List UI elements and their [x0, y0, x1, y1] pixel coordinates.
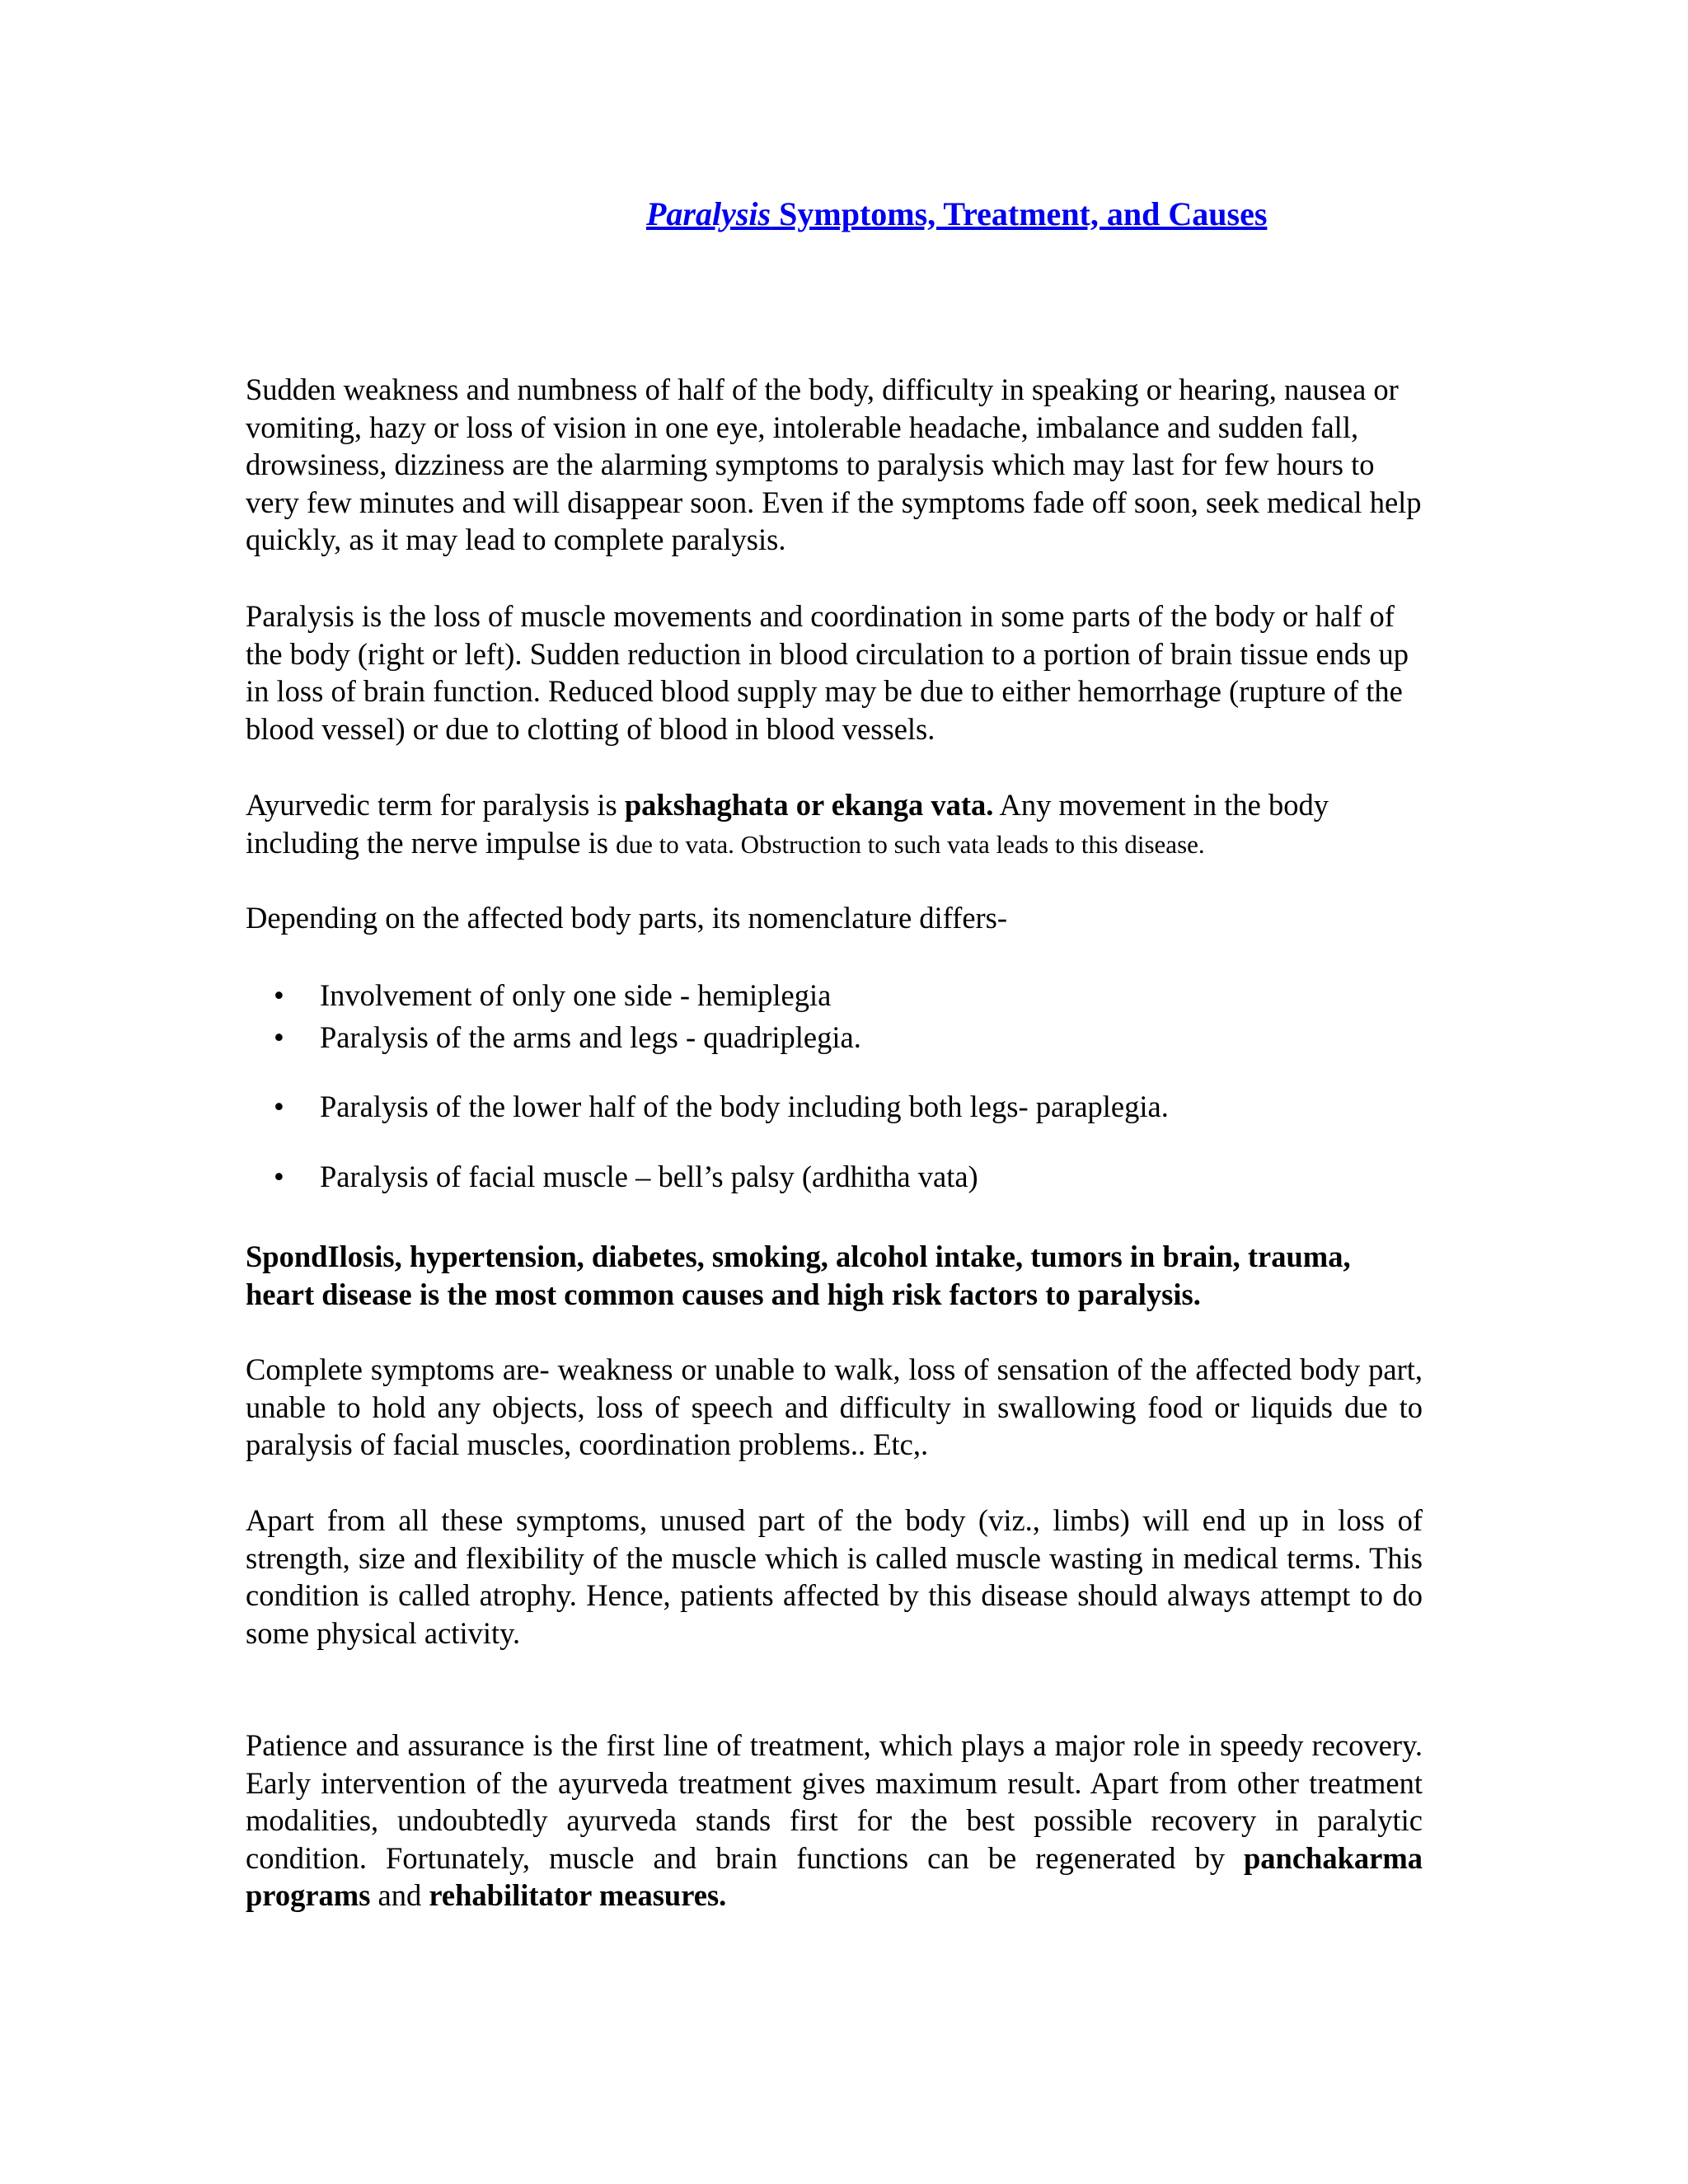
paragraph-nomenclature-intro: Depending on the affected body parts, its nomenclature differs- — [246, 901, 1008, 935]
page-title-rest[interactable]: Symptoms, Treatment, and Causes — [771, 195, 1268, 232]
bullet-icon: • — [274, 1090, 284, 1123]
treatment-bold-rehabilitator: rehabilitator measures. — [429, 1878, 727, 1913]
treatment-text: Patience and assurance is the first line of treatment, which plays a major role in speedy recovery. Early intervention of the ayurveda treatment gives maximum result. Apart from other treatment modalities, undoubtedly ayurveda stands first for the best possible recovery in paralytic condition. Fortunately, muscle and brain functions can be regenerated by — [246, 1728, 1423, 1875]
causes-bold-text: SpondIlosis, hypertension, diabetes, smoking, alcohol intake, tumors in brain, trauma, heart disease is the most common causes and high risk factors to paralysis. — [246, 1240, 1351, 1311]
paragraph-causes — [246, 1238, 1423, 1313]
ayurvedic-term-prefix: Ayurvedic term for paralysis is — [246, 788, 625, 822]
list-item-text: Paralysis of facial muscle – bell’s palsy (ardhitha vata) — [320, 1160, 978, 1193]
list-item-text: Paralysis of the lower half of the body including both legs- paraplegia. — [320, 1090, 1169, 1123]
bullet-icon: • — [274, 1020, 284, 1054]
bullet-icon: • — [274, 978, 284, 1012]
paragraph-ayurvedic-term — [246, 786, 1423, 863]
list-item-text: Involvement of only one side - hemiplegia — [320, 978, 832, 1012]
bullet-icon: • — [274, 1160, 284, 1193]
ayurvedic-term-small: due to vata. Obstruction to such vata leads to this disease. — [616, 829, 1205, 859]
paragraph-treatment — [246, 1727, 1423, 1915]
paragraph-warning-symptoms: Sudden weakness and numbness of half of the body, difficulty in speaking or hearing, nausea or vomiting, hazy or loss of vision in one eye, intolerable headache, imbalance and sudden fall, drowsiness, dizziness are the alarming symptoms to paralysis which may last for few hours to very few minutes and will disappear soon. Even if the symptoms fade off soon, seek medical help quickly, as it may lead to complete paralysis. — [246, 373, 1422, 557]
ayurvedic-term-bold: pakshaghata or ekanga vata. — [624, 788, 994, 822]
treatment-bold-panchakarma: panchakarma programs — [246, 1840, 1423, 1913]
treatment-and: and — [370, 1878, 429, 1913]
paragraph-complete-symptoms: Complete symptoms are- weakness or unable to walk, loss of sensation of the affected body part, unable to hold any objects, loss of speech and difficulty in swallowing food or liquids due to paralysis of facial muscles, coordination problems.. Etc,. — [246, 1352, 1423, 1462]
page-title[interactable] — [646, 196, 1267, 232]
paragraph-definition: Paralysis is the loss of muscle movements and coordination in some parts of the body or half of the body (right or left). Sudden reduction in blood circulation to a portion of brain tissue ends up in loss of brain function. Reduced blood supply may be due to either hemorrhage (rupture of the blood vessel) or due to clotting of blood in blood vessels. — [246, 599, 1409, 746]
ayurvedic-term-mid: Any movement in the body including the nerve impulse is — [246, 788, 1329, 860]
list-item-text: Paralysis of the arms and legs - quadriplegia. — [320, 1020, 861, 1054]
page-title-keyword[interactable]: Paralysis — [646, 195, 771, 232]
paragraph-atrophy: Apart from all these symptoms, unused part of the body (viz., limbs) will end up in loss of strength, size and flexibility of the muscle which is called muscle wasting in medical terms. This condition is called atrophy. Hence, patients affected by this disease should always attempt to do some physical activity. — [246, 1503, 1423, 1650]
